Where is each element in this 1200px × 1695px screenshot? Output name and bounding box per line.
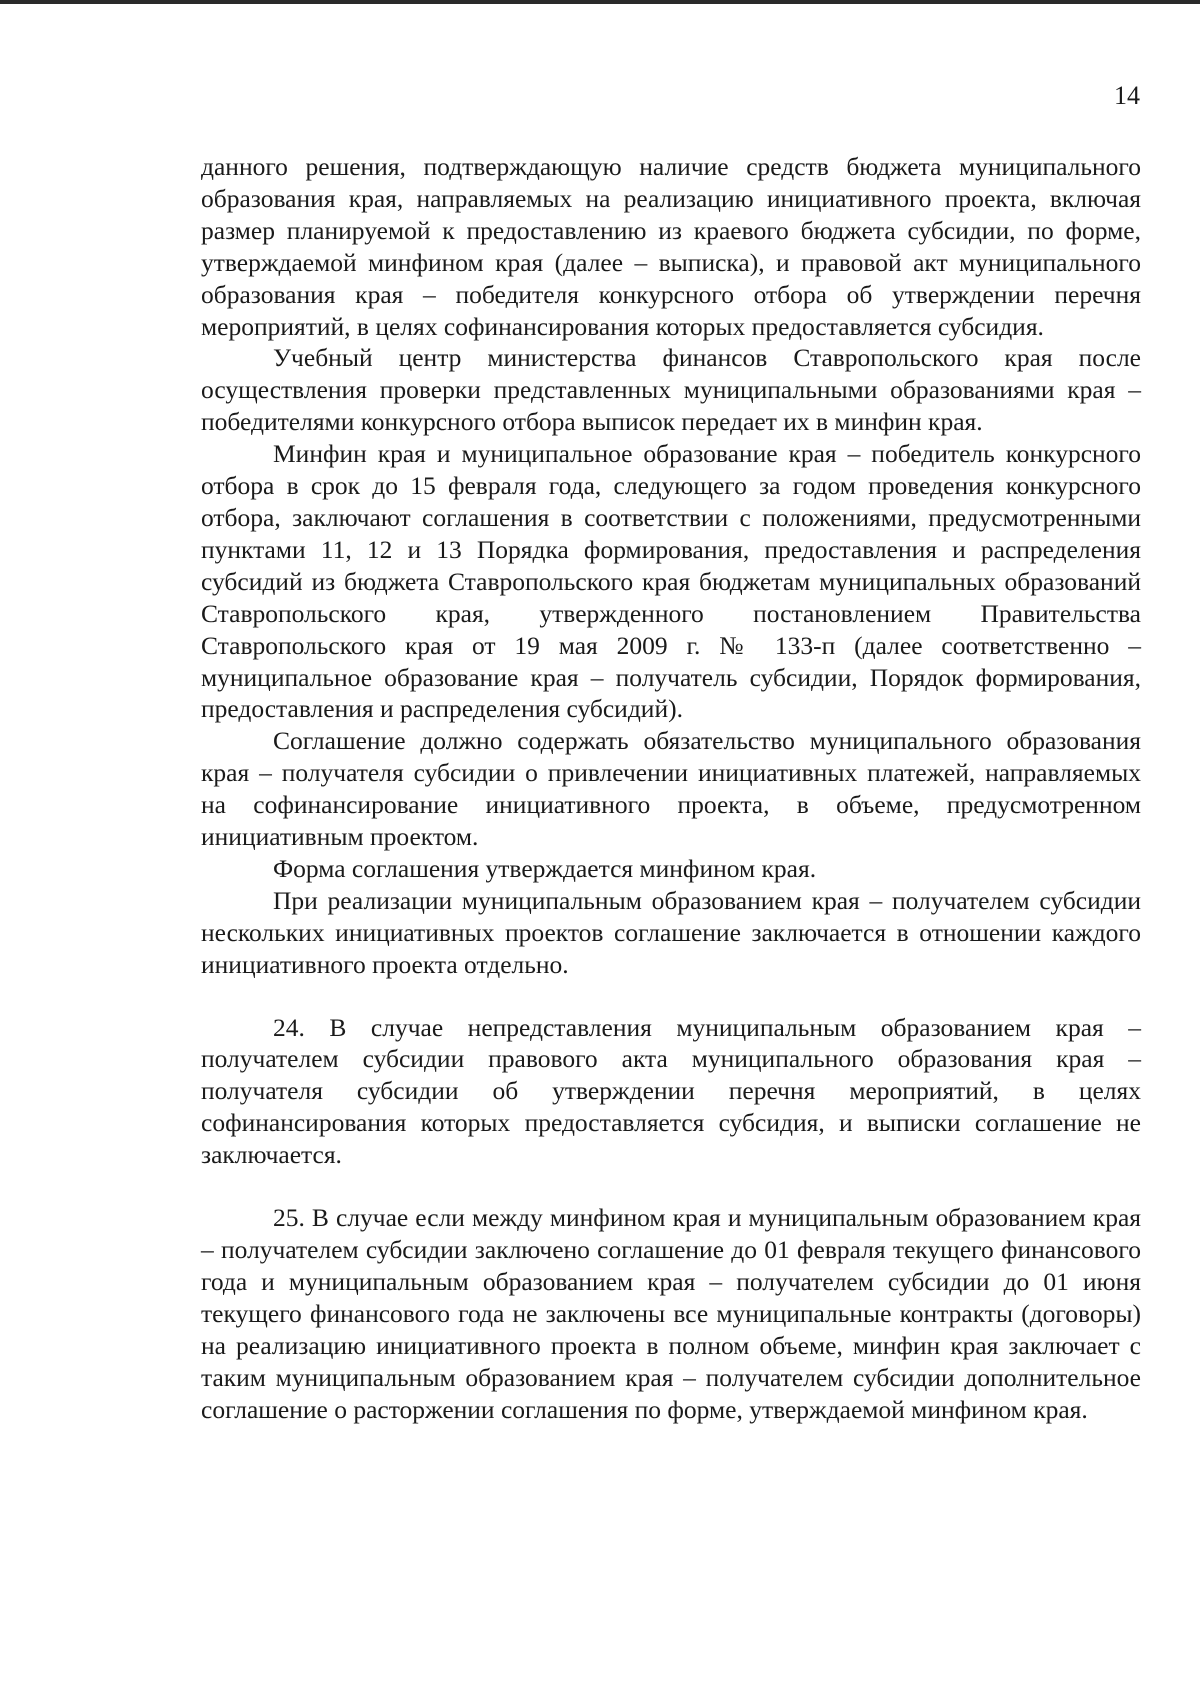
paragraph-multiple-projects: При реализации муниципальным образованием края – получателем субсидии нескольких инициативных проектов соглашение заключается в отношении каждого инициативного проекта отдельно. (201, 885, 1141, 979)
page-number: 14 (1114, 81, 1140, 110)
top-border-line (0, 0, 1200, 4)
paragraph-clause-24: 24. В случае непредставления муниципальным образованием края – получателем субсидии правового акта муниципального образования края – получателя субсидии об утверждении перечня мероприятий, в целях софинансирования которых предоставляется субсидия, и выписки соглашение не заключается. (201, 1012, 1141, 1170)
paragraph-agreement-content: Соглашение должно содержать обязательство муниципального образования края – получателя субсидии о привлечении инициативных платежей, направляемых на софинансирование инициативного проекта, в объеме, предусмотренном инициативным проектом. (201, 726, 1141, 852)
paragraph-continuation: данного решения, подтверждающую наличие средств бюджета муниципального образования края, направляемых на реализацию инициативного проекта, включая размер планируемой к предоставлению из краевого бюджета субсидии, по форме, утверждаемой минфином края (далее – выписка), и правовой акт муниципального образования края – победителя конкурсного отбора об утверждении перечня мероприятий, в целях софинансирования которых предоставляется субсидия. (201, 152, 1141, 341)
paragraph-training-center: Учебный центр министерства финансов Ставропольского края после осуществления проверки представленных муниципальными образованиями края – победителями конкурсного отбора выписок передает их в минфин края. (201, 343, 1141, 437)
paragraph-agreement-form: Форма соглашения утверждается минфином края. (273, 853, 817, 883)
paragraph-agreements: Минфин края и муниципальное образование края – победитель конкурсного отбора в срок до 15 февраля года, следующего за годом проведения конкурсного отбора, заключают соглашения в соответствии с положениями, предусмотренными пунктами 11, 12 и 13 Порядка формирования, предоставления и распределения субсидий из бюджета Ставропольского края бюджетам муниципальных образований Ставропольского края, утвержденного постановлением Правительства Ставропольского края от 19 мая 2009 г. № 133-п (далее соответственно – муниципальное образование края – получатель субсидии, Порядок формирования, предоставления и распределения субсидий). (201, 439, 1141, 724)
paragraph-clause-25: 25. В случае если между минфином края и муниципальным образованием края – получателем субсидии заключено соглашение до 01 февраля текущего финансового года и муниципальным образованием края – получателем субсидии до 01 июня текущего финансового года не заключены все муниципальные контракты (договоры) на реализацию инициативного проекта в полном объеме, минфин края заключает с таким муниципальным образованием края – получателем субсидии дополнительное соглашение о расторжении соглашения по форме, утверждаемой минфином края. (201, 1203, 1141, 1424)
document-body (201, 151, 1141, 1425)
